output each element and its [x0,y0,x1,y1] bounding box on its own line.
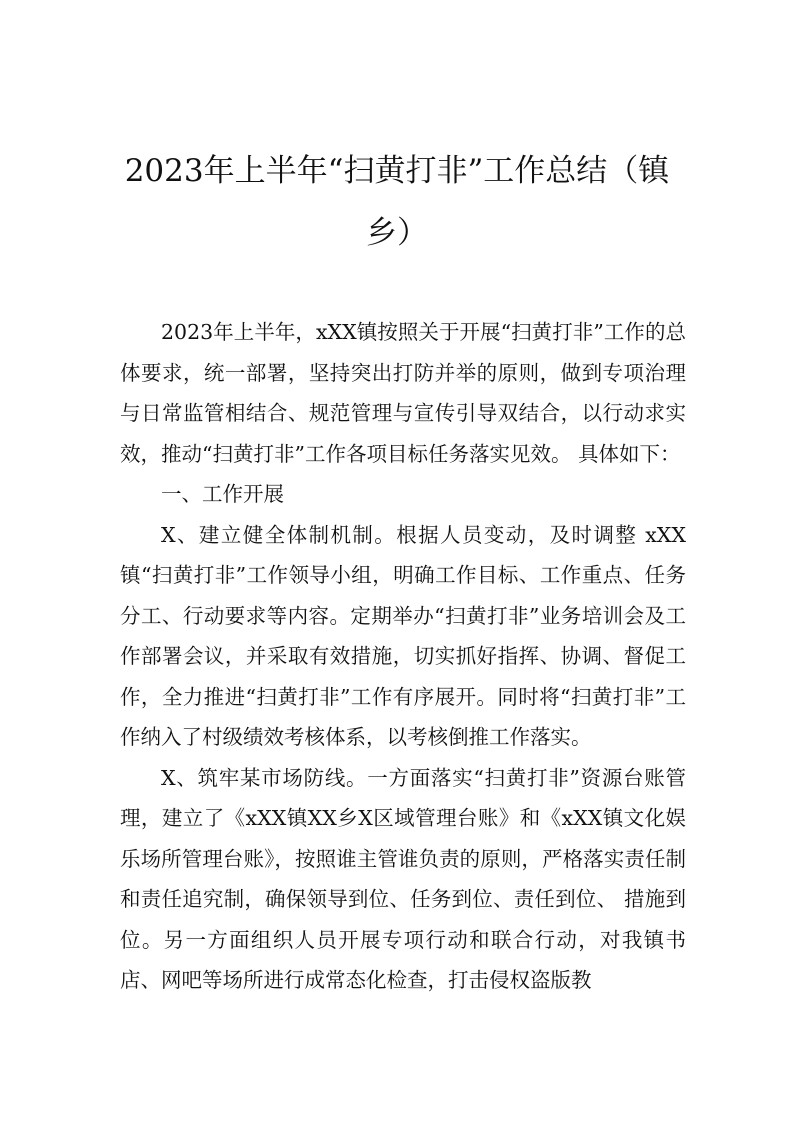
document-body [120,312,686,1001]
body-paragraph: X、筑牢某市场防线。一方面落实“扫黄打非”资源台账管理，建立了《xXX镇XX乡X区域管理台账》和《xXX镇文化娱乐场所管理台账》，按照谁主管谁负责的原则，严格落实责任制和责任追究制，确保领导到位、任务到位、责任到位、 措施到位。另一方面组织人员开展专项行动和联合行动，对我镇书店、网吧等场所进行成常态化检查，打击侵权盗版教 [120,765,686,992]
intro-paragraph: 2023年上半年，xXX镇按照关于开展“扫黄打非”工作的总体要求，统一部署，坚持突出打防并举的原则，做到专项治理与日常监管相结合、规范管理与宣传引导双结合，以行动求实效，推动“扫黄打非”工作各项目标任务落实见效。 具体如下： [120,320,686,466]
section-heading: 一、工作开展 [161,482,284,506]
body-paragraph: X、建立健全体制机制。根据人员变动，及时调整 xXX镇“扫黄打非”工作领导小组，明确工作目标、工作重点、任务分工、行动要求等内容。定期举办“扫黄打非”业务培训会及工作部署会议，并采取有效措施，切实抓好指挥、协调、督促工作，全力推进“扫黄打非”工作有序展开。同时将“扫黄打非”工作纳入了村级绩效考核体系，以考核倒推工作落实。 [120,522,686,749]
document-title: 2023年上半年“扫黄打非”工作总结（镇乡） [124,153,670,251]
